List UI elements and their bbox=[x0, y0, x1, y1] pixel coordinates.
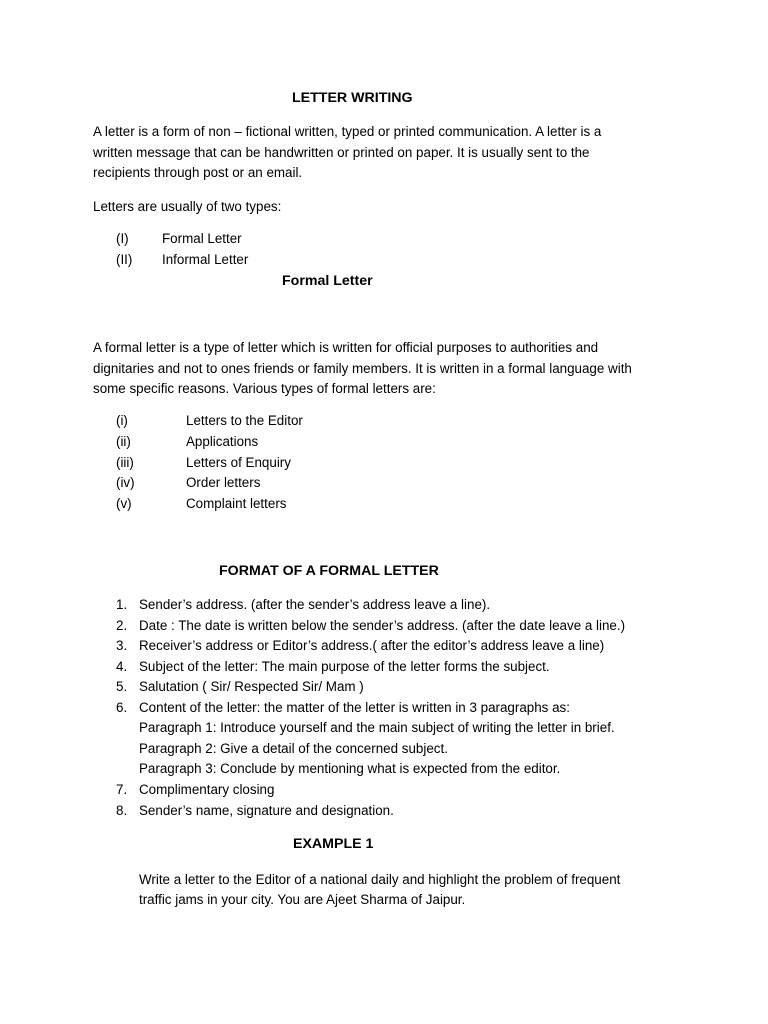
format-item-subline: Paragraph 3: Conclude by mentioning what is expected from the editor. bbox=[139, 761, 561, 776]
format-item-subline: Paragraph 2: Give a detail of the concerned subject. bbox=[139, 741, 448, 756]
format-item-text: Date : The date is written below the sender’s address. (after the date leave a line.) bbox=[139, 618, 626, 633]
format-item-number: 8. bbox=[116, 803, 128, 818]
formal-type-marker: (v) bbox=[116, 496, 132, 511]
example-text-line: Write a letter to the Editor of a national daily and highlight the problem of frequent bbox=[139, 872, 621, 887]
format-item-text: Receiver’s address or Editor’s address.( after the editor’s address leave a line) bbox=[139, 638, 605, 653]
intro-line: written message that can be handwritten or printed on paper. It is usually sent to the bbox=[93, 145, 590, 160]
types-label: Informal Letter bbox=[162, 252, 249, 267]
format-item-number: 3. bbox=[116, 638, 128, 653]
formal-type-label: Letters to the Editor bbox=[186, 413, 303, 428]
format-item-subline: Paragraph 1: Introduce yourself and the main subject of writing the letter in brief. bbox=[139, 720, 615, 735]
formal-type-marker: (iv) bbox=[116, 475, 135, 490]
types-marker: (I) bbox=[116, 231, 129, 246]
formal-letter-heading: Formal Letter bbox=[282, 273, 373, 289]
page-title: LETTER WRITING bbox=[292, 90, 413, 106]
types-intro: Letters are usually of two types: bbox=[93, 199, 282, 214]
format-item-number: 7. bbox=[116, 782, 128, 797]
format-item-number: 2. bbox=[116, 618, 128, 633]
format-item-number: 1. bbox=[116, 597, 128, 612]
format-item-text: Salutation ( Sir/ Respected Sir/ Mam ) bbox=[139, 679, 364, 694]
format-item-number: 5. bbox=[116, 679, 128, 694]
formal-type-label: Order letters bbox=[186, 475, 261, 490]
format-item-text: Complimentary closing bbox=[139, 782, 275, 797]
types-label: Formal Letter bbox=[162, 231, 242, 246]
formal-type-label: Complaint letters bbox=[186, 496, 287, 511]
formal-type-label: Letters of Enquiry bbox=[186, 455, 291, 470]
example-heading: EXAMPLE 1 bbox=[293, 836, 374, 852]
intro-line: A letter is a form of non – fictional written, typed or printed communication. A letter is a bbox=[93, 124, 602, 139]
format-item-text: Subject of the letter: The main purpose of the letter forms the subject. bbox=[139, 659, 550, 674]
formal-type-marker: (iii) bbox=[116, 455, 134, 470]
types-marker: (II) bbox=[116, 252, 133, 267]
formal-type-label: Applications bbox=[186, 434, 259, 449]
format-item-text: Sender’s address. (after the sender’s address leave a line). bbox=[139, 597, 491, 612]
format-item-number: 4. bbox=[116, 659, 128, 674]
intro-line: recipients through post or an email. bbox=[93, 165, 303, 180]
formal-type-marker: (i) bbox=[116, 413, 128, 428]
format-item-text: Sender’s name, signature and designation. bbox=[139, 803, 394, 818]
example-text-line: traffic jams in your city. You are Ajeet Sharma of Jaipur. bbox=[139, 892, 466, 907]
format-item-number: 6. bbox=[116, 700, 128, 715]
format-item-text: Content of the letter: the matter of the letter is written in 3 paragraphs as: bbox=[139, 700, 570, 715]
formal-paragraph-line: some specific reasons. Various types of formal letters are: bbox=[93, 381, 436, 396]
format-heading: FORMAT OF A FORMAL LETTER bbox=[219, 563, 439, 579]
formal-paragraph-line: A formal letter is a type of letter which is written for official purposes to authorities and bbox=[93, 340, 599, 355]
formal-type-marker: (ii) bbox=[116, 434, 131, 449]
formal-paragraph-line: dignitaries and not to ones friends or family members. It is written in a formal language with bbox=[93, 361, 632, 376]
